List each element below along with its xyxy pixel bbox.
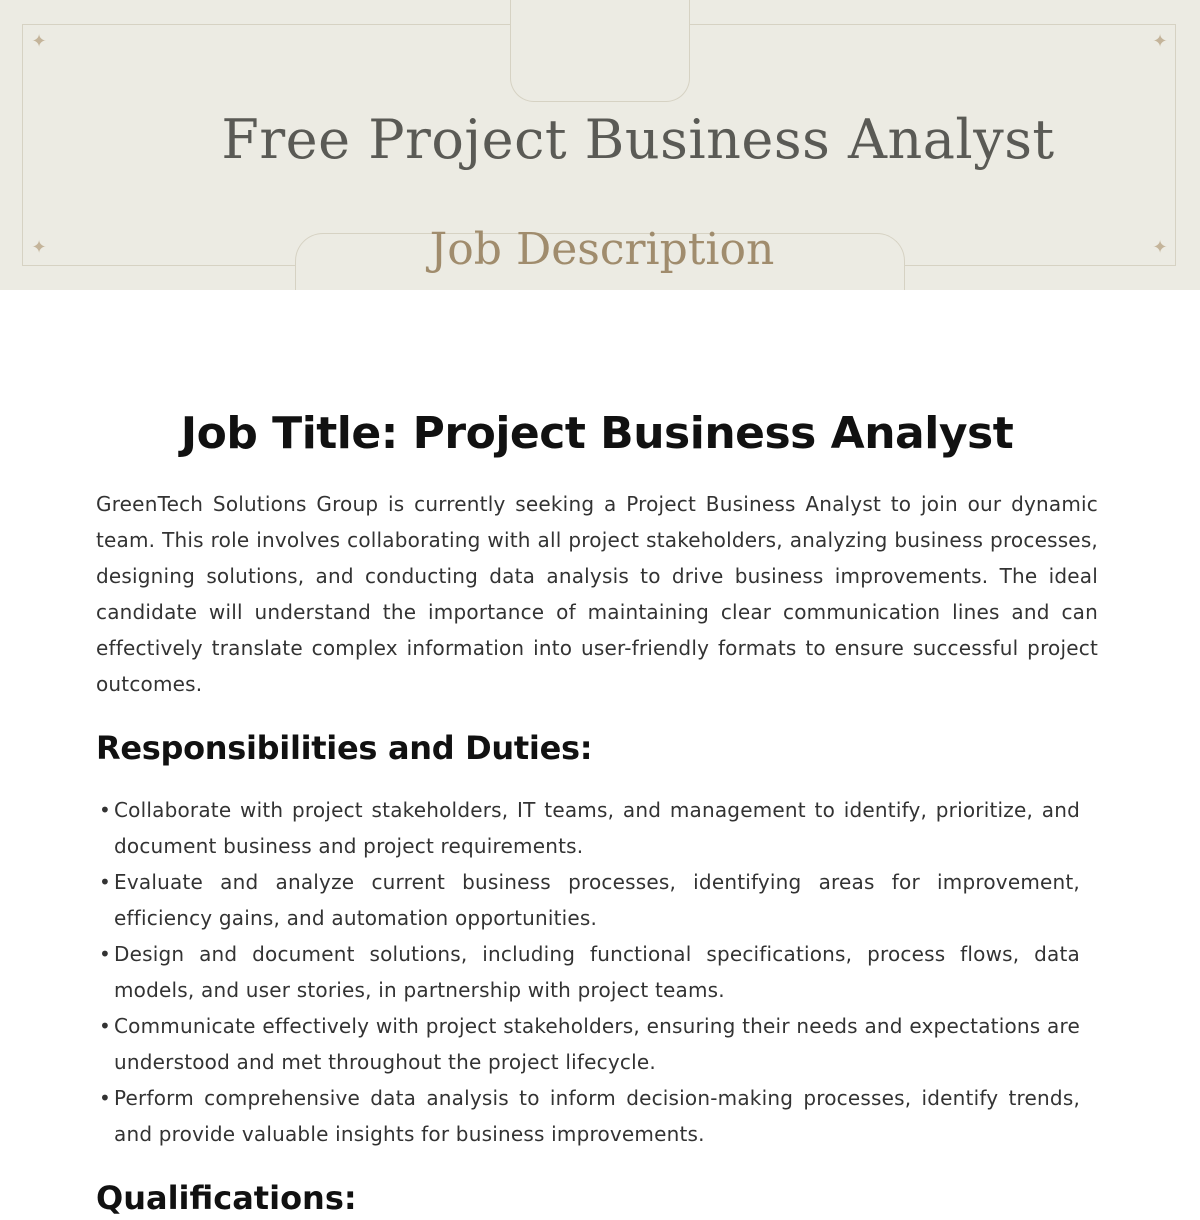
bullet-icon: • — [99, 870, 111, 894]
bullet-icon: • — [99, 1014, 111, 1038]
list-item-text: Collaborate with project stakeholders, IT teams, and management to identify, prioritize, and document business and project requirements. — [114, 798, 1080, 858]
list-item — [96, 936, 1080, 1008]
bullet-icon: • — [99, 942, 111, 966]
list-item — [96, 1008, 1080, 1080]
banner-subtitle: Job Description — [429, 224, 775, 275]
decorative-top-tab — [510, 0, 690, 102]
document-body — [96, 406, 1098, 1220]
header-banner — [0, 0, 1200, 290]
bullet-icon: • — [99, 1086, 111, 1110]
responsibilities-heading: Responsibilities and Duties: — [96, 729, 593, 767]
list-item — [96, 864, 1080, 936]
bullet-icon: • — [99, 798, 111, 822]
responsibilities-list — [96, 792, 1080, 1152]
banner-title: Free Project Business Analyst — [221, 108, 1055, 171]
intro-paragraph: GreenTech Solutions Group is currently seeking a Project Business Analyst to join our dynamic team. This role involves collaborating with all project stakeholders, analyzing business processes, designing solutions, and conducting data analysis to drive business improvements. The ideal candidate will understand the importance of maintaining clear communication lines and can effectively translate complex information into user-friendly formats to ensure successful project outcomes. — [96, 492, 1098, 696]
job-title: Job Title: Project Business Analyst — [180, 408, 1014, 459]
qualifications-heading: Qualifications: — [96, 1179, 357, 1217]
list-item — [96, 792, 1080, 864]
list-item-text: Communicate effectively with project stakeholders, ensuring their needs and expectations are understood and met throughout the project lifecycle. — [114, 1014, 1080, 1074]
list-item-text: Perform comprehensive data analysis to inform decision-making processes, identify trends, and provide valuable insights for business improvements. — [114, 1086, 1080, 1146]
sparkle-icon: ✦ — [31, 237, 47, 258]
sparkle-icon: ✦ — [1152, 237, 1168, 258]
sparkle-icon: ✦ — [31, 31, 47, 52]
list-item-text: Evaluate and analyze current business processes, identifying areas for improvement, efficiency gains, and automation opportunities. — [114, 870, 1080, 930]
list-item — [96, 1080, 1080, 1152]
sparkle-icon: ✦ — [1152, 31, 1168, 52]
list-item-text: Design and document solutions, including functional specifications, process flows, data models, and user stories, in partnership with project teams. — [114, 942, 1080, 1002]
